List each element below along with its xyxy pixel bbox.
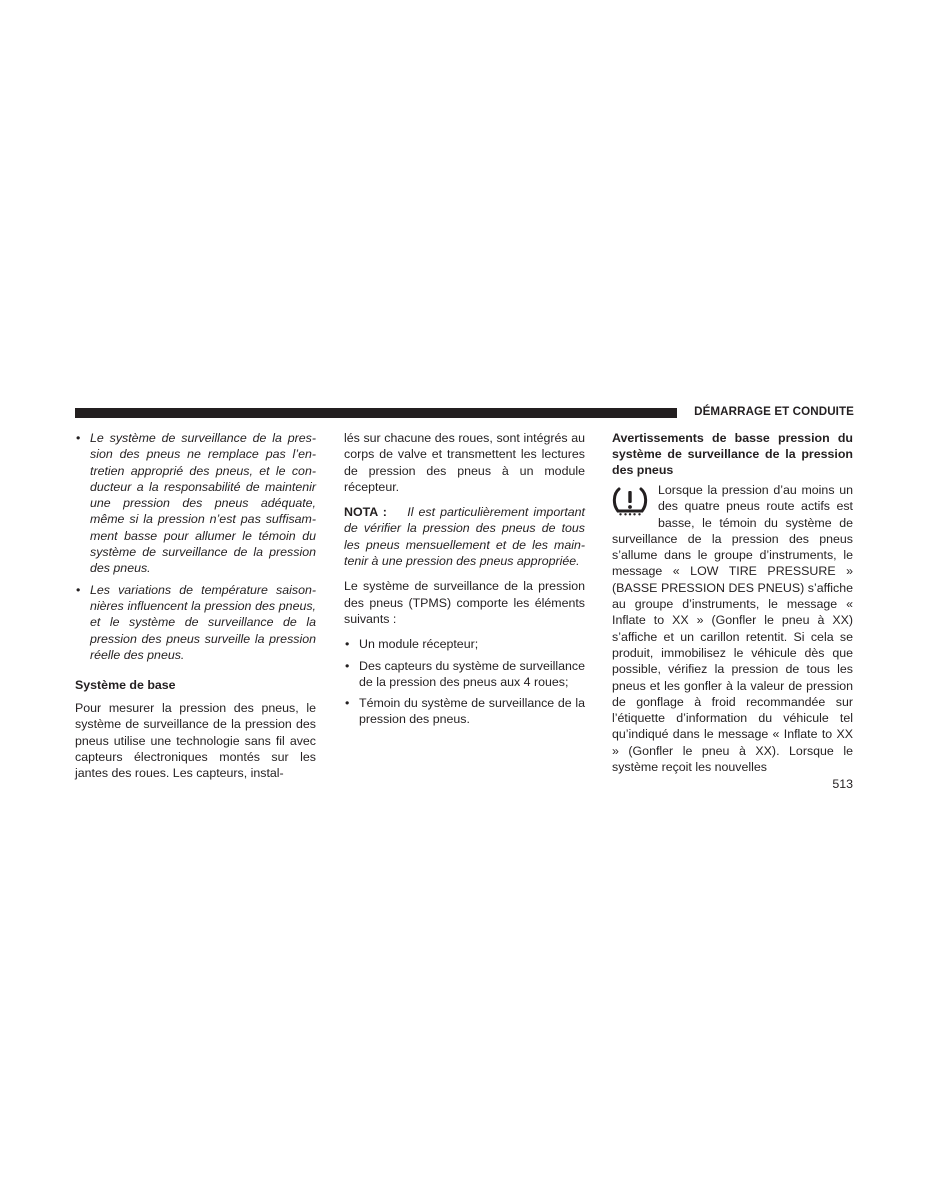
section-heading: Système de base bbox=[75, 678, 176, 693]
bullet-icon: • bbox=[76, 582, 81, 597]
column-2 bbox=[344, 430, 585, 733]
list-item-text: Les variations de température saisonnières influencent la pression des pneus, et le système de surveillance de la pression des pneus surveille la pression réelle des pneus. bbox=[90, 582, 316, 662]
list-item bbox=[75, 582, 316, 663]
page-number: 513 bbox=[832, 777, 853, 791]
list-item bbox=[75, 430, 316, 577]
section-title: DÉMARRAGE ET CONDUITE bbox=[694, 405, 854, 418]
bullet-icon: • bbox=[345, 696, 350, 711]
components-list bbox=[344, 636, 585, 727]
bullet-icon: • bbox=[345, 637, 350, 652]
tire-pressure-warning-icon bbox=[612, 486, 648, 516]
list-item-text: Témoin du système de surveillance de la pression des pneus. bbox=[359, 696, 585, 727]
column-3 bbox=[612, 430, 853, 775]
column-1 bbox=[75, 430, 316, 782]
bullet-icon: • bbox=[76, 431, 81, 445]
section-heading: Avertissements de basse pression du système de surveillance de la pression des pneus bbox=[612, 431, 853, 477]
body-paragraph: Lorsque la pression d’au moins un des quatre pneus route actifs est basse, le témoin du système de surveillance de la pression des pneus s’allume dans le groupe d’instruments, le message « LOW TIRE PRESSURE » (BASSE PRESSION DES PNEUS) s’affiche au groupe d’instruments, le message « Inflate to XX » (Gonfler le pneu à XX) s’affiche et un carillon retentit. Si cela se produit, immobilisez le véhicule dès que possible, vérifiez la pression de tous les pneus et les gonfler à la valeur de pression de gonflage à froid recommandée sur l’étiquette d’information du véhicule tel qu’indiqué dans le message « Inflate to XX » (Gonfler le pneu à XX). Lorsque le système reçoit les nouvelles bbox=[612, 483, 853, 775]
body-paragraph: Pour mesurer la pression des pneus, le système de surveillance de la pression des pneus utilise une technologie sans fil avec capteurs électroniques montés sur les jantes des roues. Les capteurs, instal- bbox=[75, 701, 316, 781]
warning-text-block bbox=[612, 482, 853, 775]
nota-label: NOTA : bbox=[344, 505, 387, 520]
body-paragraph: Le système de surveillance de la pression des pneus (TPMS) comporte les éléments suivants : bbox=[344, 579, 585, 626]
header-bar bbox=[75, 408, 677, 418]
warning-bullet-list bbox=[75, 430, 316, 663]
nota-note bbox=[344, 504, 585, 569]
nota-text: Il est particulièrement important de vérifier la pression des pneus de tous les pneus mensuellement et de les maintenir à une pression des pneus appropriée. bbox=[344, 505, 586, 569]
list-item-text: Des capteurs du système de surveillance de la pression des pneus aux 4 roues; bbox=[359, 658, 585, 689]
list-item-text: Un module récepteur; bbox=[359, 637, 479, 652]
list-item-text: Le système de surveillance de la pression des pneus ne remplace pas l’entretien approprié des pneus, et le conducteur a la responsabilité de maintenir une pression des pneus adéquate, même si la pression n’est pas suffisamment basse pour allumer le témoin du système de surveillance de la pression des pneus. bbox=[90, 431, 316, 576]
list-item bbox=[344, 636, 585, 652]
bullet-icon: • bbox=[345, 658, 350, 673]
body-paragraph: lés sur chacune des roues, sont intégrés au corps de valve et transmettent les lectures de pression des pneus à un module récepteur. bbox=[344, 431, 585, 494]
list-item bbox=[344, 695, 585, 728]
list-item bbox=[344, 658, 585, 691]
